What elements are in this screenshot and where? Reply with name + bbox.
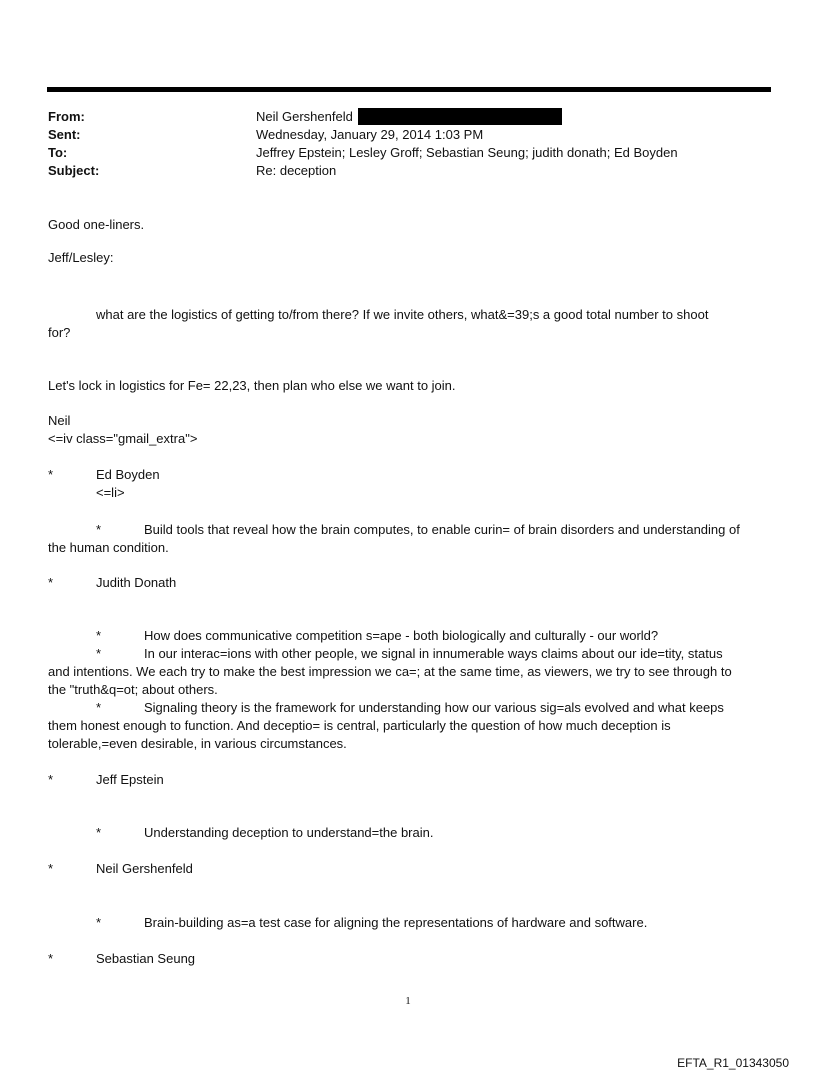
item-text: Brain-building as=a test case for aligning the representations of hardware and software. xyxy=(144,915,648,930)
bullet: * xyxy=(48,861,54,876)
item-text: Build tools that reveal how the brain computes, to enable curin= of brain disorders and understanding of xyxy=(144,522,740,537)
item-text: Signaling theory is the framework for understanding how our various sig=als evolved and what keeps xyxy=(144,700,724,715)
item-text: Understanding deception to understand=the brain. xyxy=(144,825,434,840)
to-label: To: xyxy=(48,145,68,160)
item-text-cont: tolerable,=even desirable, in various circumstances. xyxy=(48,736,347,751)
sub-bullet: * xyxy=(96,700,102,715)
bullet: * xyxy=(48,467,54,482)
person-name: Sebastian Seung xyxy=(96,951,196,966)
item-text-cont: the "truth&q=ot; about others. xyxy=(48,682,218,697)
sub-bullet: * xyxy=(96,628,102,643)
body-line: Let's lock in logistics for Fe= 22,23, then plan who else we want to join. xyxy=(48,378,456,393)
bullet: * xyxy=(48,575,54,590)
sub-bullet: * xyxy=(96,646,102,661)
body-paragraph: what are the logistics of getting to/from there? If we invite others, what&=39;s a good total number to shoot xyxy=(96,307,709,322)
document-id: EFTA_R1_01343050 xyxy=(677,1056,789,1070)
person-name: Judith Donath xyxy=(96,575,177,590)
bullet: * xyxy=(48,772,54,787)
item-text-cont: and intentions. We each try to make the best impression we ca=; at the same time, as viewers, we try to see through to xyxy=(48,664,732,679)
header-rule xyxy=(47,87,771,92)
from-value: Neil Gershenfeld xyxy=(256,109,353,124)
person-name: Neil Gershenfeld xyxy=(96,861,193,876)
item-text: In our interac=ions with other people, we signal in innumerable ways claims about our ide=tity, status xyxy=(144,646,723,661)
body-paragraph-cont: for? xyxy=(48,325,71,340)
item-text-cont: them honest enough to function. And deceptio= is central, particularly the question of how much deception is xyxy=(48,718,671,733)
sent-value: Wednesday, January 29, 2014 1:03 PM xyxy=(256,127,484,142)
subject-label: Subject: xyxy=(48,163,100,178)
from-label: From: xyxy=(48,109,85,124)
sub-bullet: * xyxy=(96,522,102,537)
page-number: 1 xyxy=(405,995,411,1007)
signature: Neil xyxy=(48,413,71,428)
item-text: How does communicative competition s=ape - both biologically and culturally - our world? xyxy=(144,628,659,643)
person-name: Jeff Epstein xyxy=(96,772,164,787)
sub-bullet: * xyxy=(96,915,102,930)
redaction-bar xyxy=(358,108,562,125)
person-name: Ed Boyden xyxy=(96,467,160,482)
to-value: Jeffrey Epstein; Lesley Groff; Sebastian Seung; judith donath; Ed Boyden xyxy=(256,145,678,160)
sent-label: Sent: xyxy=(48,127,81,142)
html-artifact: <=li> xyxy=(96,485,125,500)
body-line: Good one-liners. xyxy=(48,217,145,232)
body-line: Jeff/Lesley: xyxy=(48,250,114,265)
subject-value: Re: deception xyxy=(256,163,337,178)
html-artifact: <=iv class="gmail_extra"> xyxy=(48,431,198,446)
bullet: * xyxy=(48,951,54,966)
item-text-cont: the human condition. xyxy=(48,540,169,555)
sub-bullet: * xyxy=(96,825,102,840)
